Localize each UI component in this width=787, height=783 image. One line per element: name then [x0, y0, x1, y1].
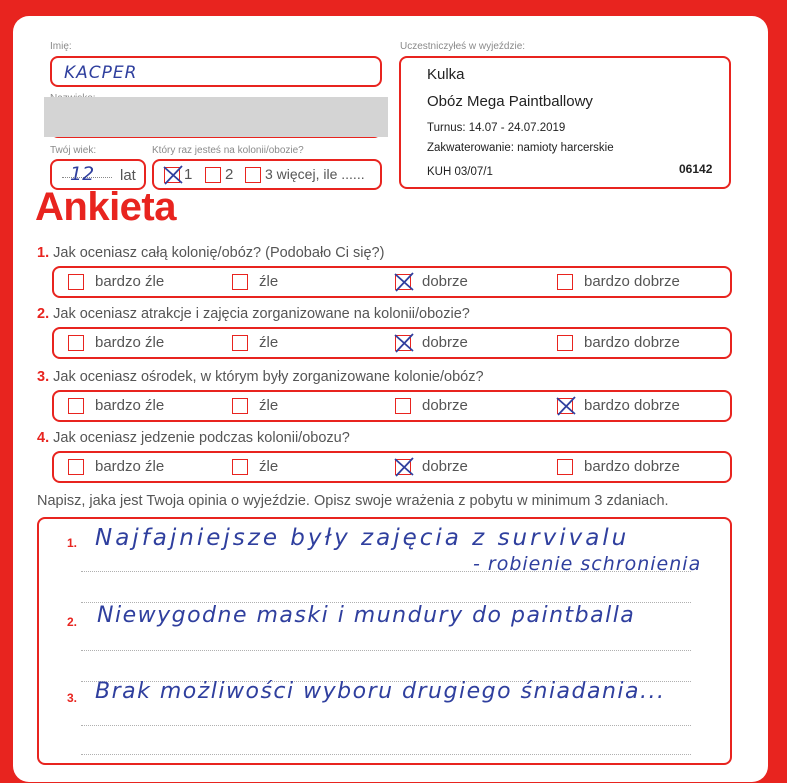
- trip-number: 06142: [679, 162, 713, 176]
- checkbox-q2-3[interactable]: [395, 335, 411, 351]
- option-label: bardzo dobrze: [584, 273, 680, 290]
- checkbox-q3-1[interactable]: [68, 398, 84, 414]
- answer-2-line1: Niewygodne maski i mundury do paintballa: [97, 603, 636, 628]
- option-label: źle: [259, 397, 279, 414]
- checkbox-q1-3[interactable]: [395, 274, 411, 290]
- answer-number-1: 1.: [67, 536, 78, 550]
- question-text: Jak oceniasz ośrodek, w którym były zorganizowane kolonie/obóz?: [53, 369, 484, 385]
- checkbox-q1-2[interactable]: [232, 274, 248, 290]
- option-label: dobrze: [422, 334, 468, 351]
- question-text: Jak oceniasz jedzenie podczas kolonii/obozu?: [53, 430, 350, 446]
- checkbox-q3-3[interactable]: [395, 398, 411, 414]
- wiek-label: Twój wiek:: [50, 145, 97, 156]
- ile-razy-option-1: 1: [184, 166, 193, 183]
- option-label: dobrze: [422, 273, 468, 290]
- answer-number-2: 2.: [67, 615, 78, 629]
- checkmark-x-icon: [393, 271, 415, 293]
- option-label: bardzo dobrze: [584, 397, 680, 414]
- checkmark-x-icon: [393, 332, 415, 354]
- imie-label: Imię:: [50, 41, 72, 52]
- option-label: bardzo źle: [95, 397, 165, 414]
- checkbox-q2-4[interactable]: [557, 335, 573, 351]
- ruled-line: [81, 650, 691, 651]
- ruled-line: [81, 754, 691, 755]
- imie-value: KACPER: [64, 63, 138, 83]
- question-4: [37, 430, 350, 446]
- opinion-box[interactable]: [37, 517, 732, 765]
- checkbox-q3-2[interactable]: [232, 398, 248, 414]
- checkbox-q2-1[interactable]: [68, 335, 84, 351]
- ile-razy-checkbox-3[interactable]: [245, 167, 261, 183]
- checkbox-q4-3[interactable]: [395, 459, 411, 475]
- question-number: 4.: [37, 430, 50, 446]
- trip-turnus: Turnus: 14.07 - 24.07.2019: [427, 122, 566, 134]
- answer-number-3: 3.: [67, 691, 78, 705]
- trip-zakwaterowanie: Zakwaterowanie: namioty harcerskie: [427, 142, 614, 154]
- question-1: [37, 245, 384, 261]
- ile-razy-label: Który raz jesteś na kolonii/obozie?: [152, 145, 304, 156]
- checkbox-q4-4[interactable]: [557, 459, 573, 475]
- wiek-unit: lat: [120, 167, 136, 184]
- ile-razy-checkbox-1[interactable]: [164, 167, 180, 183]
- checkbox-q3-4[interactable]: [557, 398, 573, 414]
- option-label: źle: [259, 458, 279, 475]
- option-label: dobrze: [422, 458, 468, 475]
- ruled-line: [81, 725, 691, 726]
- question-text: Jak oceniasz całą kolonię/obóz? (Podobało Ci się?): [53, 245, 385, 261]
- question-2: [37, 306, 470, 322]
- answer-1-line1: Najfajniejsze były zajęcia z survivalu: [95, 525, 630, 551]
- answer-1-line2: - robienie schronienia: [473, 553, 702, 575]
- ile-razy-option-3: 3 więcej, ile ......: [265, 166, 365, 182]
- checkbox-q1-4[interactable]: [557, 274, 573, 290]
- checkbox-q4-1[interactable]: [68, 459, 84, 475]
- imie-field[interactable]: [50, 56, 382, 87]
- option-label: bardzo dobrze: [584, 334, 680, 351]
- trip-camp: Obóz Mega Paintballowy: [427, 93, 593, 110]
- checkbox-q4-2[interactable]: [232, 459, 248, 475]
- wiek-value: 12: [70, 163, 95, 185]
- question-number: 3.: [37, 369, 50, 385]
- ile-razy-checkbox-2[interactable]: [205, 167, 221, 183]
- answer-3-line1: Brak możliwości wyboru drugiego śniadania...: [95, 679, 666, 704]
- option-label: źle: [259, 334, 279, 351]
- trip-info-box: [399, 56, 731, 189]
- checkmark-x-icon: [555, 395, 577, 417]
- question-text: Jak oceniasz atrakcje i zajęcia zorganizowane na kolonii/obozie?: [53, 306, 470, 322]
- checkbox-q1-1[interactable]: [68, 274, 84, 290]
- ile-razy-option-2: 2: [225, 166, 234, 183]
- opinion-prompt: Napisz, jaka jest Twoja opinia o wyjeździe. Opisz swoje wrażenia z pobytu w minimum 3 zdaniach.: [37, 493, 669, 509]
- survey-title: Ankieta: [35, 185, 176, 229]
- redaction-bar: [44, 97, 388, 137]
- option-label: dobrze: [422, 397, 468, 414]
- option-label: bardzo źle: [95, 334, 165, 351]
- trip-code: KUH 03/07/1: [427, 166, 493, 178]
- question-3: [37, 369, 484, 385]
- question-number: 1.: [37, 245, 50, 261]
- ile-razy-field: [152, 159, 382, 190]
- option-label: bardzo źle: [95, 458, 165, 475]
- checkmark-x-icon: [162, 164, 184, 186]
- option-label: bardzo źle: [95, 273, 165, 290]
- uczestnik-label: Uczestniczyłeś w wyjeździe:: [400, 41, 526, 52]
- option-label: bardzo dobrze: [584, 458, 680, 475]
- checkmark-x-icon: [393, 456, 415, 478]
- question-number: 2.: [37, 306, 50, 322]
- checkbox-q2-2[interactable]: [232, 335, 248, 351]
- option-label: źle: [259, 273, 279, 290]
- trip-name: Kulka: [427, 66, 465, 83]
